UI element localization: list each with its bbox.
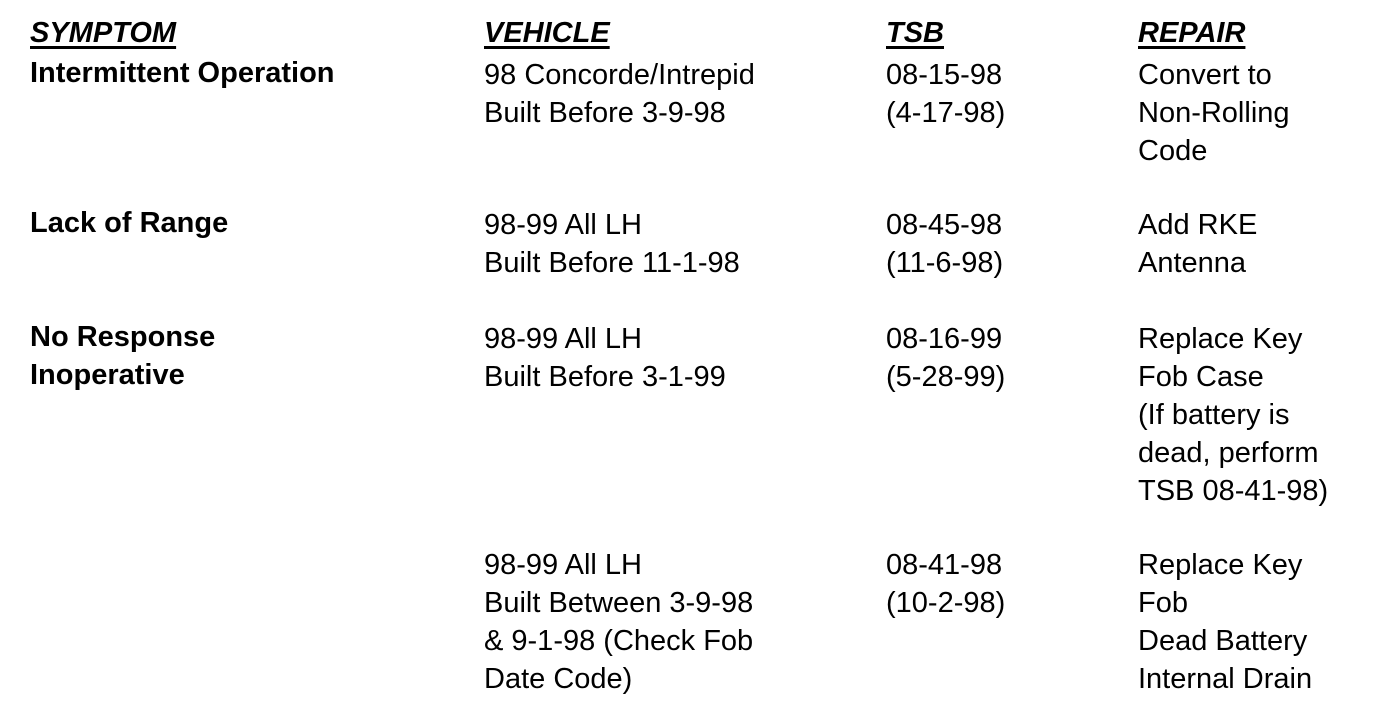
repair-line: Replace Key [1138,549,1303,581]
repair-line: (If battery is [1138,399,1290,431]
row-4-tsb [886,546,1005,622]
tsb-date: (4-17-98) [886,97,1006,129]
repair-line: Fob Case [1138,361,1264,393]
vehicle-line: 98-99 All LH [484,549,642,581]
row-1-tsb [886,56,1005,132]
vehicle-line: 98 Concorde/Intrepid [484,59,755,91]
row-4-vehicle [484,546,753,698]
repair-line: Code [1138,135,1208,167]
vehicle-line: Date Code) [484,663,633,695]
row-2-repair [1138,206,1257,282]
row-2-symptom [30,204,228,242]
row-2-vehicle [484,206,740,282]
repair-line: Internal Drain [1138,663,1313,695]
vehicle-line: & 9-1-98 (Check Fob [484,625,754,657]
tsb-number: 08-41-98 [886,549,1003,581]
tsb-number: 08-16-99 [886,323,1003,355]
vehicle-line: Built Between 3-9-98 [484,587,754,619]
row-1-vehicle [484,56,755,132]
repair-line: Add RKE [1138,209,1258,241]
header-tsb: TSB [886,17,944,49]
tsb-number: 08-45-98 [886,209,1003,241]
row-3-tsb [886,320,1005,396]
row-1-symptom [30,54,335,92]
tsb-date: (11-6-98) [886,247,1004,279]
vehicle-line: Built Before 3-1-99 [484,361,726,393]
tsb-number: 08-15-98 [886,59,1003,91]
row-3-vehicle [484,320,726,396]
vehicle-line: Built Before 3-9-98 [484,97,726,129]
repair-line: Fob [1138,587,1188,619]
row-3-repair [1138,320,1328,510]
header-repair: REPAIR [1138,17,1246,49]
row-4-repair [1138,546,1312,698]
symptom-line: Intermittent Operation [30,57,335,89]
symptom-line: Inoperative [30,359,185,391]
header-vehicle: VEHICLE [484,17,610,49]
row-2-tsb [886,206,1003,282]
row-3-symptom [30,318,215,394]
symptom-line: Lack of Range [30,207,229,239]
repair-line: Non-Rolling [1138,97,1290,129]
row-1-repair [1138,56,1290,170]
repair-line: Antenna [1138,247,1247,279]
vehicle-line: 98-99 All LH [484,323,642,355]
vehicle-line: Built Before 11-1-98 [484,247,740,279]
symptom-line: No Response [30,321,216,353]
vehicle-line: 98-99 All LH [484,209,642,241]
repair-line: Convert to [1138,59,1272,91]
tsb-date: (5-28-99) [886,361,1006,393]
header-symptom: SYMPTOM [30,17,177,49]
repair-line: TSB 08-41-98) [1138,475,1329,507]
repair-line: dead, perform [1138,437,1319,469]
tsb-date: (10-2-98) [886,587,1006,619]
repair-line: Dead Battery [1138,625,1308,657]
repair-line: Replace Key [1138,323,1303,355]
